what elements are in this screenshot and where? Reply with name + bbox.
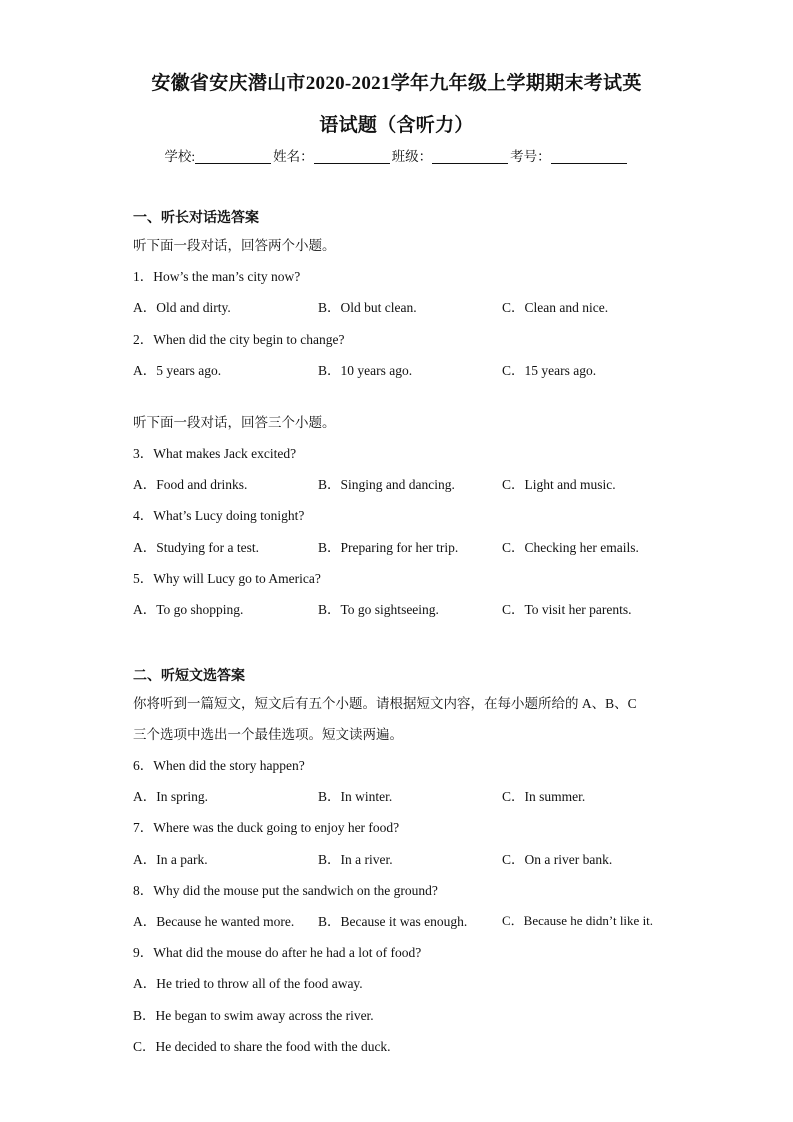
class-blank[interactable] [432, 149, 508, 164]
q9-option-c[interactable]: C．He decided to share the food with the duck. [133, 1039, 391, 1054]
q7-option-b[interactable]: B．In a river. [318, 852, 393, 867]
q4-option-a[interactable]: A．Studying for a test. [133, 540, 259, 555]
q7-option-c[interactable]: C．On a river bank. [502, 852, 613, 867]
q8-option-b[interactable]: B．Because it was enough. [318, 914, 468, 929]
question-2: 2．When did the city begin to change? [133, 332, 345, 347]
name-label: 姓名： [273, 149, 314, 164]
q4-option-c[interactable]: C．Checking her emails. [502, 540, 639, 555]
q6-option-b[interactable]: B．In winter. [318, 789, 393, 804]
question-1: 1．How’s the man’s city now? [133, 269, 301, 284]
q5-option-b[interactable]: B．To go sightseeing. [318, 602, 439, 617]
q9-option-b[interactable]: B．He began to swim away across the river. [133, 1008, 374, 1023]
q9-option-a[interactable]: A．He tried to throw all of the food away. [133, 976, 363, 991]
q2-option-b[interactable]: B．10 years ago. [318, 363, 413, 378]
q8-option-c[interactable]: C．Because he didn’t like it. [502, 913, 654, 928]
q5-option-a[interactable]: A．To go shopping. [133, 602, 244, 617]
section-2-heading: 二、听短文选答案 [133, 669, 245, 684]
q7-option-a[interactable]: A．In a park. [133, 852, 208, 867]
student-info-row [0, 145, 793, 165]
q3-option-c[interactable]: C．Light and music. [502, 477, 616, 492]
number-blank[interactable] [551, 149, 627, 164]
section-2-intro-line-1: 你将听到一篇短文，短文后有五个小题。请根据短文内容，在每小题所给的 A、B、C [133, 696, 637, 711]
question-9: 9．What did the mouse do after he had a lot of food? [133, 945, 422, 960]
question-4: 4．What’s Lucy doing tonight? [133, 508, 305, 523]
q1-option-b[interactable]: B．Old but clean. [318, 300, 417, 315]
school-blank[interactable] [195, 149, 271, 164]
class-label: 班级： [391, 149, 433, 164]
q6-option-c[interactable]: C．In summer. [502, 789, 586, 804]
q1-option-a[interactable]: A．Old and dirty. [133, 300, 231, 315]
question-3: 3．What makes Jack excited? [133, 446, 297, 461]
q3-option-a[interactable]: A．Food and drinks. [133, 477, 248, 492]
question-6: 6．When did the story happen? [133, 758, 305, 773]
name-blank[interactable] [314, 149, 390, 164]
q2-option-c[interactable]: C．15 years ago. [502, 363, 597, 378]
section-1-intro-2: 听下面一段对话，回答三个小题。 [133, 415, 336, 430]
document-title-line-2: 语试题（含听力） [319, 115, 474, 136]
number-label: 考号： [510, 149, 551, 164]
q2-option-a[interactable]: A．5 years ago. [133, 363, 222, 378]
school-label: 学校: [164, 149, 196, 164]
q5-option-c[interactable]: C．To visit her parents. [502, 602, 632, 617]
question-7: 7．Where was the duck going to enjoy her food? [133, 820, 400, 835]
section-1-heading: 一、听长对话选答案 [133, 211, 259, 226]
document-title-line-1: 安徽省安庆潜山市2020-2021学年九年级上学期期末考试英 [151, 73, 642, 94]
question-8: 8．Why did the mouse put the sandwich on the ground? [133, 883, 438, 898]
section-2-intro-line-2: 三个选项中选出一个最佳选项。短文读两遍。 [133, 727, 403, 742]
q6-option-a[interactable]: A．In spring. [133, 789, 208, 804]
section-1-intro-1: 听下面一段对话，回答两个小题。 [133, 238, 336, 253]
q1-option-c[interactable]: C．Clean and nice. [502, 300, 609, 315]
q3-option-b[interactable]: B．Singing and dancing. [318, 477, 455, 492]
question-5: 5．Why will Lucy go to America? [133, 571, 321, 586]
q8-option-a[interactable]: A．Because he wanted more. [133, 914, 295, 929]
q4-option-b[interactable]: B．Preparing for her trip. [318, 540, 459, 555]
